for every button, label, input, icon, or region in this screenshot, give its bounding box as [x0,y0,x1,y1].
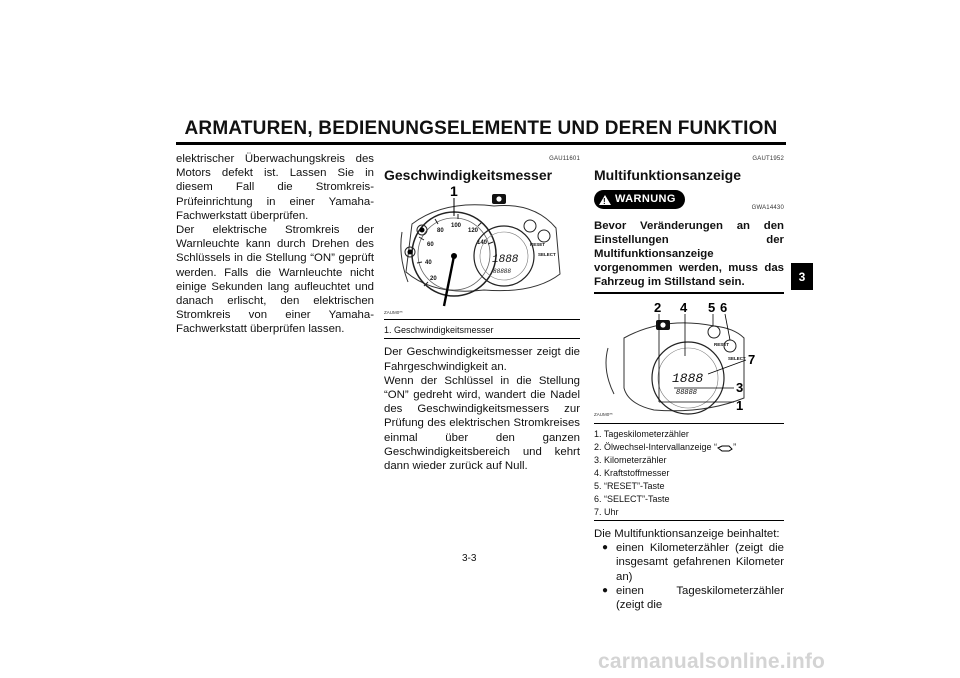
multifunction-figure [594,298,784,422]
callout-5: 5 [708,299,716,315]
caption-item: 6. “SELECT”-Taste [594,493,670,504]
list-item: ● einen Kilometerzähler (zeigt die insgesamt gefahrenen Kilometer an) [602,541,784,584]
speed-tick-label: 120 [468,228,479,235]
odometer-readout: 88888 [676,388,698,397]
continued-paragraph: elektrischer Überwachungskreis des Motors defekt ist. Lassen Sie in diesem Fall die Stromkreis-Prüfeinrichtung in einer Yamaha-Fachwerkstatt überprüfen. Der elektrische Stromkreis der Warnleuchte kann durch Drehen des Schlüssels in die Stellung “ON” geprüft werden. Falls die Warnleuchte nicht einige Sekunden lang aufleuchtet und danach erlischt, den elektrischen Stromkreis von einer Yamaha-Fachwerkstatt überprüfen lassen. [176,153,374,336]
odometer-readout: 88888 [493,268,512,276]
oil-can-icon [717,444,733,452]
caption-rule [384,319,580,320]
callout-1: 1 [450,186,458,200]
speed-tick-label: 80 [437,228,444,235]
section-heading-speedometer: Geschwindigkeitsmesser [384,167,553,184]
caption-text: 2. Ölwechsel-Intervallanzeige “ [594,441,718,452]
figure-caption-list [594,428,784,519]
section-code: GAUT1952 [752,156,784,162]
reset-label: RESET [530,242,546,248]
figure-caption: 1. Geschwindigkeitsmesser [384,325,494,336]
caption-item: 7. Uhr [594,506,619,517]
warning-code: GWA14430 [751,204,784,211]
warning-text: Bevor Veränderungen an den Einstellungen der Multifunktionsanzeige vorgenommen werden, muss das Fahrzeug im Stillstand sein. [594,219,784,288]
speed-tick-label: 20 [430,276,437,283]
column-3 [594,152,784,612]
caption-item [594,441,784,454]
caption-item: 3. Kilometerzähler [594,454,667,465]
caption-rule [594,423,784,424]
chapter-tab: 3 [791,263,813,290]
select-label: SELECT [728,355,746,361]
speed-tick-label: 60 [427,242,434,249]
section-heading-multifunction: Multifunktionsanzeige [594,167,741,184]
list-item: ● einen Tageskilometerzähler (zeigt die [602,584,784,612]
callout-3: 3 [736,379,744,395]
caption-item: 4. Kraftstoffmesser [594,467,670,478]
caption-text: ” [733,441,737,452]
warning-rule [594,292,784,294]
reset-label: RESET [714,341,730,347]
callout-2: 2 [654,299,662,315]
section-code: GAU11601 [549,156,580,162]
warning-badge [594,190,685,208]
select-label: SELECT [538,252,556,258]
figure-code: ZAUM0** [594,411,613,417]
watermark: carmanualsonline.info [598,650,826,673]
speed-tick-label: 40 [425,260,432,267]
clock-readout: 1888 [672,370,704,386]
header-rule [176,142,786,145]
speedometer-figure [384,186,580,318]
warning-triangle-icon [599,195,611,205]
caption-item: 1. Tageskilometerzähler [594,428,689,439]
speedometer-description: Der Geschwindigkeitsmesser zeigt die Fahrgeschwindigkeit an. Wenn der Schlüssel in die Stellung “ON” gedreht wird, wandert die Nadel des Geschwindigkeitsmessers zur Prüfung des elektrischen Stromkreises einmal über den ganzen Geschwindigkeitsbereich und kehrt dann wieder zurück auf Null. [384,346,580,473]
callout-7: 7 [748,351,756,367]
speed-tick-label: 100 [451,223,462,230]
callout-4: 4 [680,299,688,315]
figure-code: ZAUM0** [384,310,403,316]
caption-rule [384,338,580,339]
column-1 [176,152,374,337]
warning-label: WARNUNG [615,193,676,206]
page-title: ARMATUREN, BEDIENUNGSELEMENTE UND DEREN FUNKTION [184,118,778,139]
caption-item: 5. “RESET”-Taste [594,480,665,491]
callout-1: 1 [736,397,744,413]
column-2 [384,152,580,473]
caption-rule [594,520,784,521]
page-number: 3-3 [462,553,477,564]
callout-6: 6 [720,299,728,315]
clock-readout: 1888 [492,254,519,267]
feature-list [602,541,784,612]
speed-tick-label: 140 [477,240,488,247]
multifunction-intro: Die Multifunktionsanzeige beinhaltet: [594,527,780,540]
speedometer-illustration [384,186,580,318]
multifunction-illustration [594,298,784,422]
